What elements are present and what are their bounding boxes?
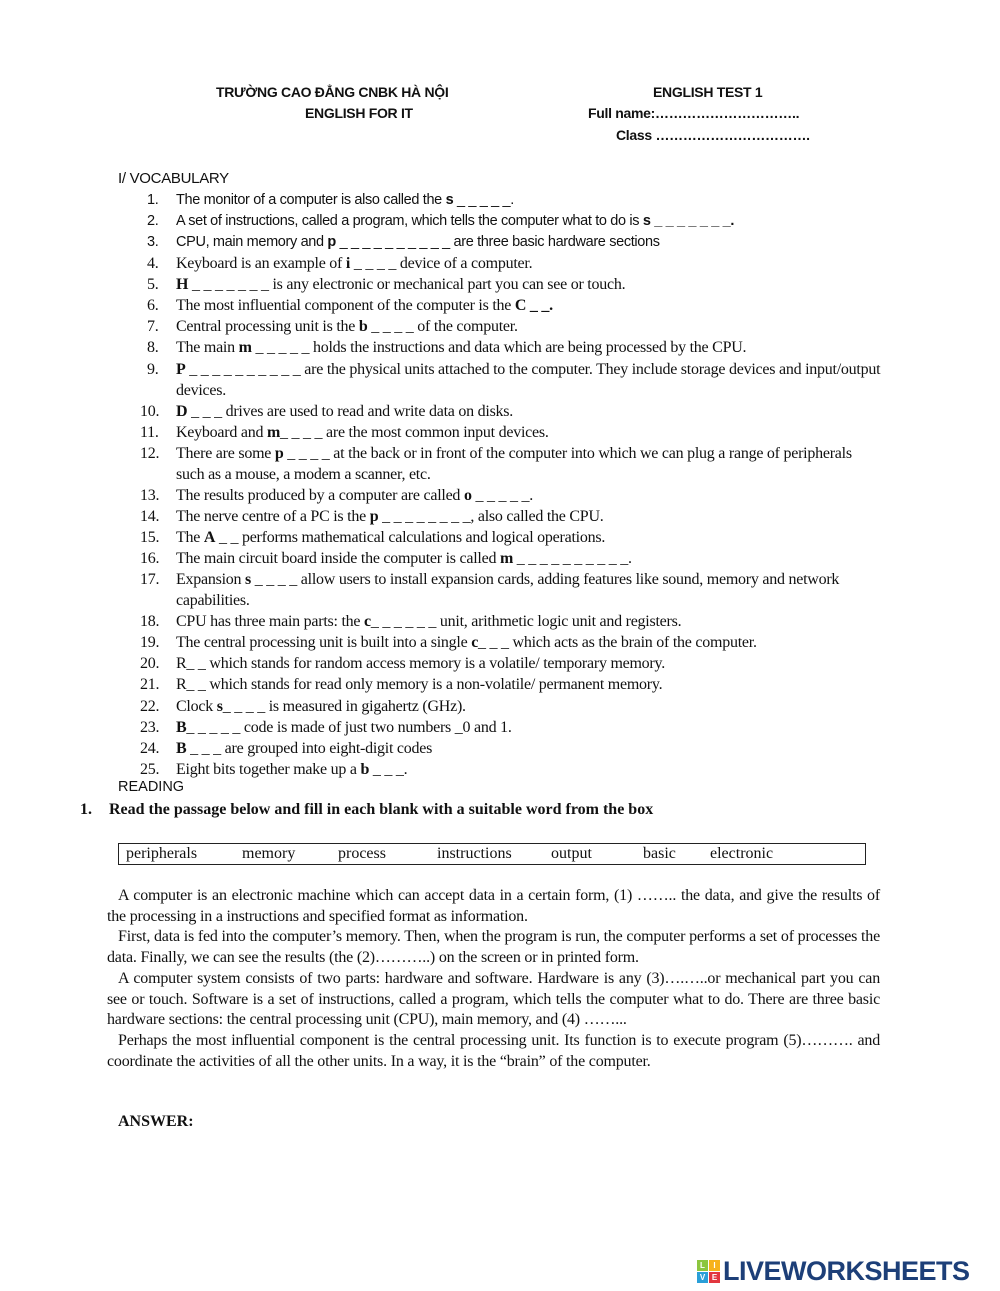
vocabulary-item: [140, 569, 882, 611]
item-text: _ _ _ _ _.: [453, 192, 514, 208]
vocabulary-item: [140, 359, 885, 401]
item-number: 7.: [147, 318, 159, 336]
vocabulary-item: [140, 316, 882, 337]
item-number: 12.: [140, 444, 160, 462]
vocabulary-item: [140, 211, 882, 232]
hint-letter: m: [499, 550, 514, 568]
hint-letter: A: [203, 529, 216, 546]
vocabulary-item: [140, 401, 882, 422]
item-number: 25.: [140, 760, 160, 778]
word-box-word: peripherals: [126, 845, 198, 862]
item-text: _ _ _ _ of the computer.: [367, 318, 518, 336]
item-number: 23.: [140, 718, 160, 736]
item-text: The nerve centre of a PC is the: [176, 507, 370, 525]
item-text: _ _ performs mathematical calculations and logical operations.: [215, 529, 606, 546]
item-text: There are some: [176, 444, 275, 462]
item-text: _ _ _ _ device of a computer.: [350, 255, 533, 273]
hint-letter: C _ _.: [514, 297, 553, 315]
item-number: 2.: [147, 213, 159, 230]
vocabulary-item: [140, 506, 882, 527]
vocabulary-item: [140, 717, 882, 738]
passage-paragraph: A computer is an electronic machine which can accept data in a certain form, (1) …….. the data, and give the results of the processing in a instructions and specified format as information.: [107, 887, 880, 925]
hint-letter: m: [266, 423, 281, 441]
word-box-word: process: [338, 845, 386, 862]
item-number: 20.: [140, 655, 160, 673]
class-field: Class …………………………….: [616, 127, 810, 143]
hint-letter: H: [176, 276, 189, 294]
logo-badge-letter: E: [709, 1272, 720, 1283]
hint-letter: s: [216, 697, 223, 715]
hint-letter: P: [176, 360, 186, 378]
item-text: A set of instructions, called a program, which tells the computer what to do is: [176, 213, 643, 230]
vocabulary-item: [140, 696, 882, 717]
item-number: 10.: [140, 402, 160, 420]
item-number: 13.: [140, 486, 160, 504]
vocabulary-item: [140, 653, 882, 674]
vocabulary-item: [140, 485, 882, 506]
item-text: R_ _ which stands for random access memory is a volatile/ temporary memory.: [176, 655, 665, 673]
logo-text: LIVEWORKSHEETS: [723, 1256, 970, 1286]
reading-task: [80, 801, 653, 819]
item-text: Clock: [176, 697, 217, 715]
reading-passage: [107, 886, 880, 1072]
item-number: 11.: [140, 423, 159, 441]
vocabulary-item: [140, 674, 882, 695]
item-text: Eight bits together make up a: [176, 760, 361, 778]
hint-letter: o: [463, 486, 472, 504]
item-text: The central processing unit is built into a single: [176, 634, 472, 652]
item-text: _ _ _ _ are the most common input devices.: [280, 423, 549, 441]
logo-badge-icon: [697, 1260, 720, 1283]
task-instruction: Read the passage below and fill in each blank with a suitable word from the box: [109, 801, 654, 818]
item-text: Keyboard is an example of: [176, 255, 346, 273]
item-number: 3.: [147, 234, 159, 251]
item-text: _ _ _ are grouped into eight-digit codes: [186, 739, 433, 757]
item-text: _ _ _ _ _ _ _ _ _ _.: [513, 550, 632, 568]
item-number: 5.: [147, 276, 159, 294]
item-text: _ _ _ _ allow users to install expansion cards, adding features like sound, memory and network capabilities.: [176, 571, 843, 610]
item-text: _ _ _ which acts as the brain of the computer.: [478, 634, 757, 652]
answer-label: ANSWER:: [118, 1113, 194, 1130]
test-title: ENGLISH TEST 1: [653, 84, 763, 100]
item-text: Keyboard and: [176, 423, 267, 441]
item-text: _ _ _ _ _.: [471, 486, 533, 504]
item-text: _ _ _ _ is measured in gigahertz (GHz).: [222, 697, 466, 715]
vocabulary-item: [140, 274, 882, 295]
word-box-word: basic: [643, 845, 676, 862]
item-text: _ _ _.: [369, 760, 408, 778]
vocabulary-item: [140, 548, 882, 569]
item-number: 19.: [140, 634, 160, 652]
hint-letter: b: [360, 760, 370, 778]
item-text: CPU, main memory and: [176, 234, 328, 251]
item-text: Central processing unit is the: [176, 318, 359, 336]
item-text: The results produced by a computer are called: [176, 486, 464, 504]
hint-letter: s: [445, 192, 454, 208]
vocabulary-item: [140, 190, 882, 211]
logo-badge-letter: V: [697, 1272, 708, 1283]
hint-letter: i: [345, 255, 351, 273]
word-box-word: instructions: [437, 845, 512, 862]
hint-letter: p: [369, 507, 379, 525]
word-box-word: output: [551, 845, 592, 862]
item-text: _ _ _ _ _ _ _ _ _ _ are three basic hardware sections: [335, 234, 660, 251]
school-name: TRƯỜNG CAO ĐẲNG CNBK HÀ NỘI: [216, 84, 449, 100]
item-number: 8.: [147, 339, 159, 357]
word-box: [118, 843, 866, 865]
logo-badge-letter: I: [709, 1260, 720, 1271]
vocabulary-item: [140, 738, 882, 759]
vocabulary-heading: I/ VOCABULARY: [118, 170, 229, 187]
hint-letter: D: [176, 402, 188, 420]
passage-paragraph: First, data is fed into the computer’s memory. Then, when the program is run, the computer performs a set of processes the data. Finally, we can see the results (the (2)………..) on the screen or in printed form.: [107, 928, 880, 967]
item-number: 16.: [140, 550, 160, 568]
item-number: 24.: [140, 739, 160, 757]
hint-letter: c: [471, 634, 479, 652]
hint-letter: c: [364, 613, 371, 631]
hint-letter: s _ _ _ _ _ _ _.: [642, 213, 735, 230]
hint-letter: m: [238, 339, 252, 357]
vocabulary-item: [140, 337, 882, 358]
vocabulary-list: [140, 190, 885, 780]
item-text: _ _ _ _ _ _ _ is any electronic or mechanical part you can see or touch.: [188, 276, 626, 294]
item-number: 14.: [140, 507, 160, 525]
vocabulary-item: [140, 443, 882, 485]
item-text: _ _ _ _ _ _ _ _, also called the CPU.: [378, 507, 604, 525]
passage-paragraph: Perhaps the most influential component is the central processing unit. Its function is to execute program (5)………. and coordinate the activities of all the other units. In a way, it is the “brain” of the computer.: [107, 1031, 880, 1070]
item-number: 17.: [140, 571, 160, 589]
item-number: 6.: [147, 297, 159, 315]
item-text: The monitor of a computer is also called the: [176, 192, 446, 208]
item-text: _ _ _ _ _ _ unit, arithmetic logic unit and registers.: [370, 613, 682, 631]
hint-letter: p: [327, 234, 336, 251]
word-box-word: electronic: [710, 845, 774, 862]
liveworksheets-logo: [697, 1256, 970, 1287]
reading-heading: READING: [118, 779, 185, 795]
item-text: The most influential component of the computer is the: [176, 297, 515, 315]
passage-paragraph: A computer system consists of two parts: hardware and software. Hardware is any (3)….…..or mechanical part you can see or touch. Software is a set of instructions, called a program, which tells the computer what to do. There are three basic hardware sections: the central processing unit (CPU), main memory, and (4) ……...: [107, 969, 880, 1029]
vocabulary-item: [140, 527, 882, 548]
item-text: The main circuit board inside the computer is called: [176, 550, 500, 568]
item-number: 4.: [147, 255, 159, 273]
vocabulary-item: [140, 422, 882, 443]
hint-letter: B: [176, 739, 187, 757]
vocabulary-item: [140, 611, 882, 632]
vocabulary-item: [140, 232, 882, 253]
item-text: CPU has three main parts: the: [176, 613, 365, 631]
item-number: 15.: [140, 529, 160, 546]
hint-letter: s: [245, 571, 252, 589]
item-number: 1.: [147, 192, 159, 208]
item-text: _ _ _ _ at the back or in front of the computer into which we can plug a range of peripherals such as a mouse, a modem a scanner, etc.: [176, 444, 856, 483]
item-number: 22.: [140, 697, 160, 715]
item-number: 21.: [140, 676, 160, 694]
hint-letter: b: [358, 318, 368, 336]
vocabulary-item: [140, 295, 882, 316]
item-text: R_ _ which stands for read only memory is a non-volatile/ permanent memory.: [176, 676, 663, 694]
item-text: Expansion: [176, 571, 246, 589]
item-text: The main: [176, 339, 239, 357]
vocabulary-item: [140, 632, 882, 653]
item-text: _ _ _ _ _ holds the instructions and data which are being processed by the CPU.: [251, 339, 747, 357]
item-text: The: [176, 529, 204, 546]
logo-badge-letter: L: [697, 1260, 708, 1271]
task-number: 1.: [80, 801, 92, 818]
item-text: _ _ _ _ _ code is made of just two numbers _0 and 1.: [186, 718, 512, 736]
item-number: 9.: [147, 360, 159, 378]
hint-letter: B: [176, 718, 187, 736]
vocabulary-item: [140, 759, 882, 780]
item-number: 18.: [140, 613, 160, 631]
hint-letter: p: [274, 444, 284, 462]
full-name-field: Full name:…………………………..: [588, 105, 800, 121]
word-box-word: memory: [242, 845, 296, 862]
subject-name: ENGLISH FOR IT: [305, 105, 413, 121]
item-text: _ _ _ drives are used to read and write data on disks.: [187, 402, 514, 420]
item-text: _ _ _ _ _ _ _ _ _ _ are the physical units attached to the computer. They include storage devices and input/output devices.: [176, 360, 885, 399]
vocabulary-item: [140, 253, 882, 274]
